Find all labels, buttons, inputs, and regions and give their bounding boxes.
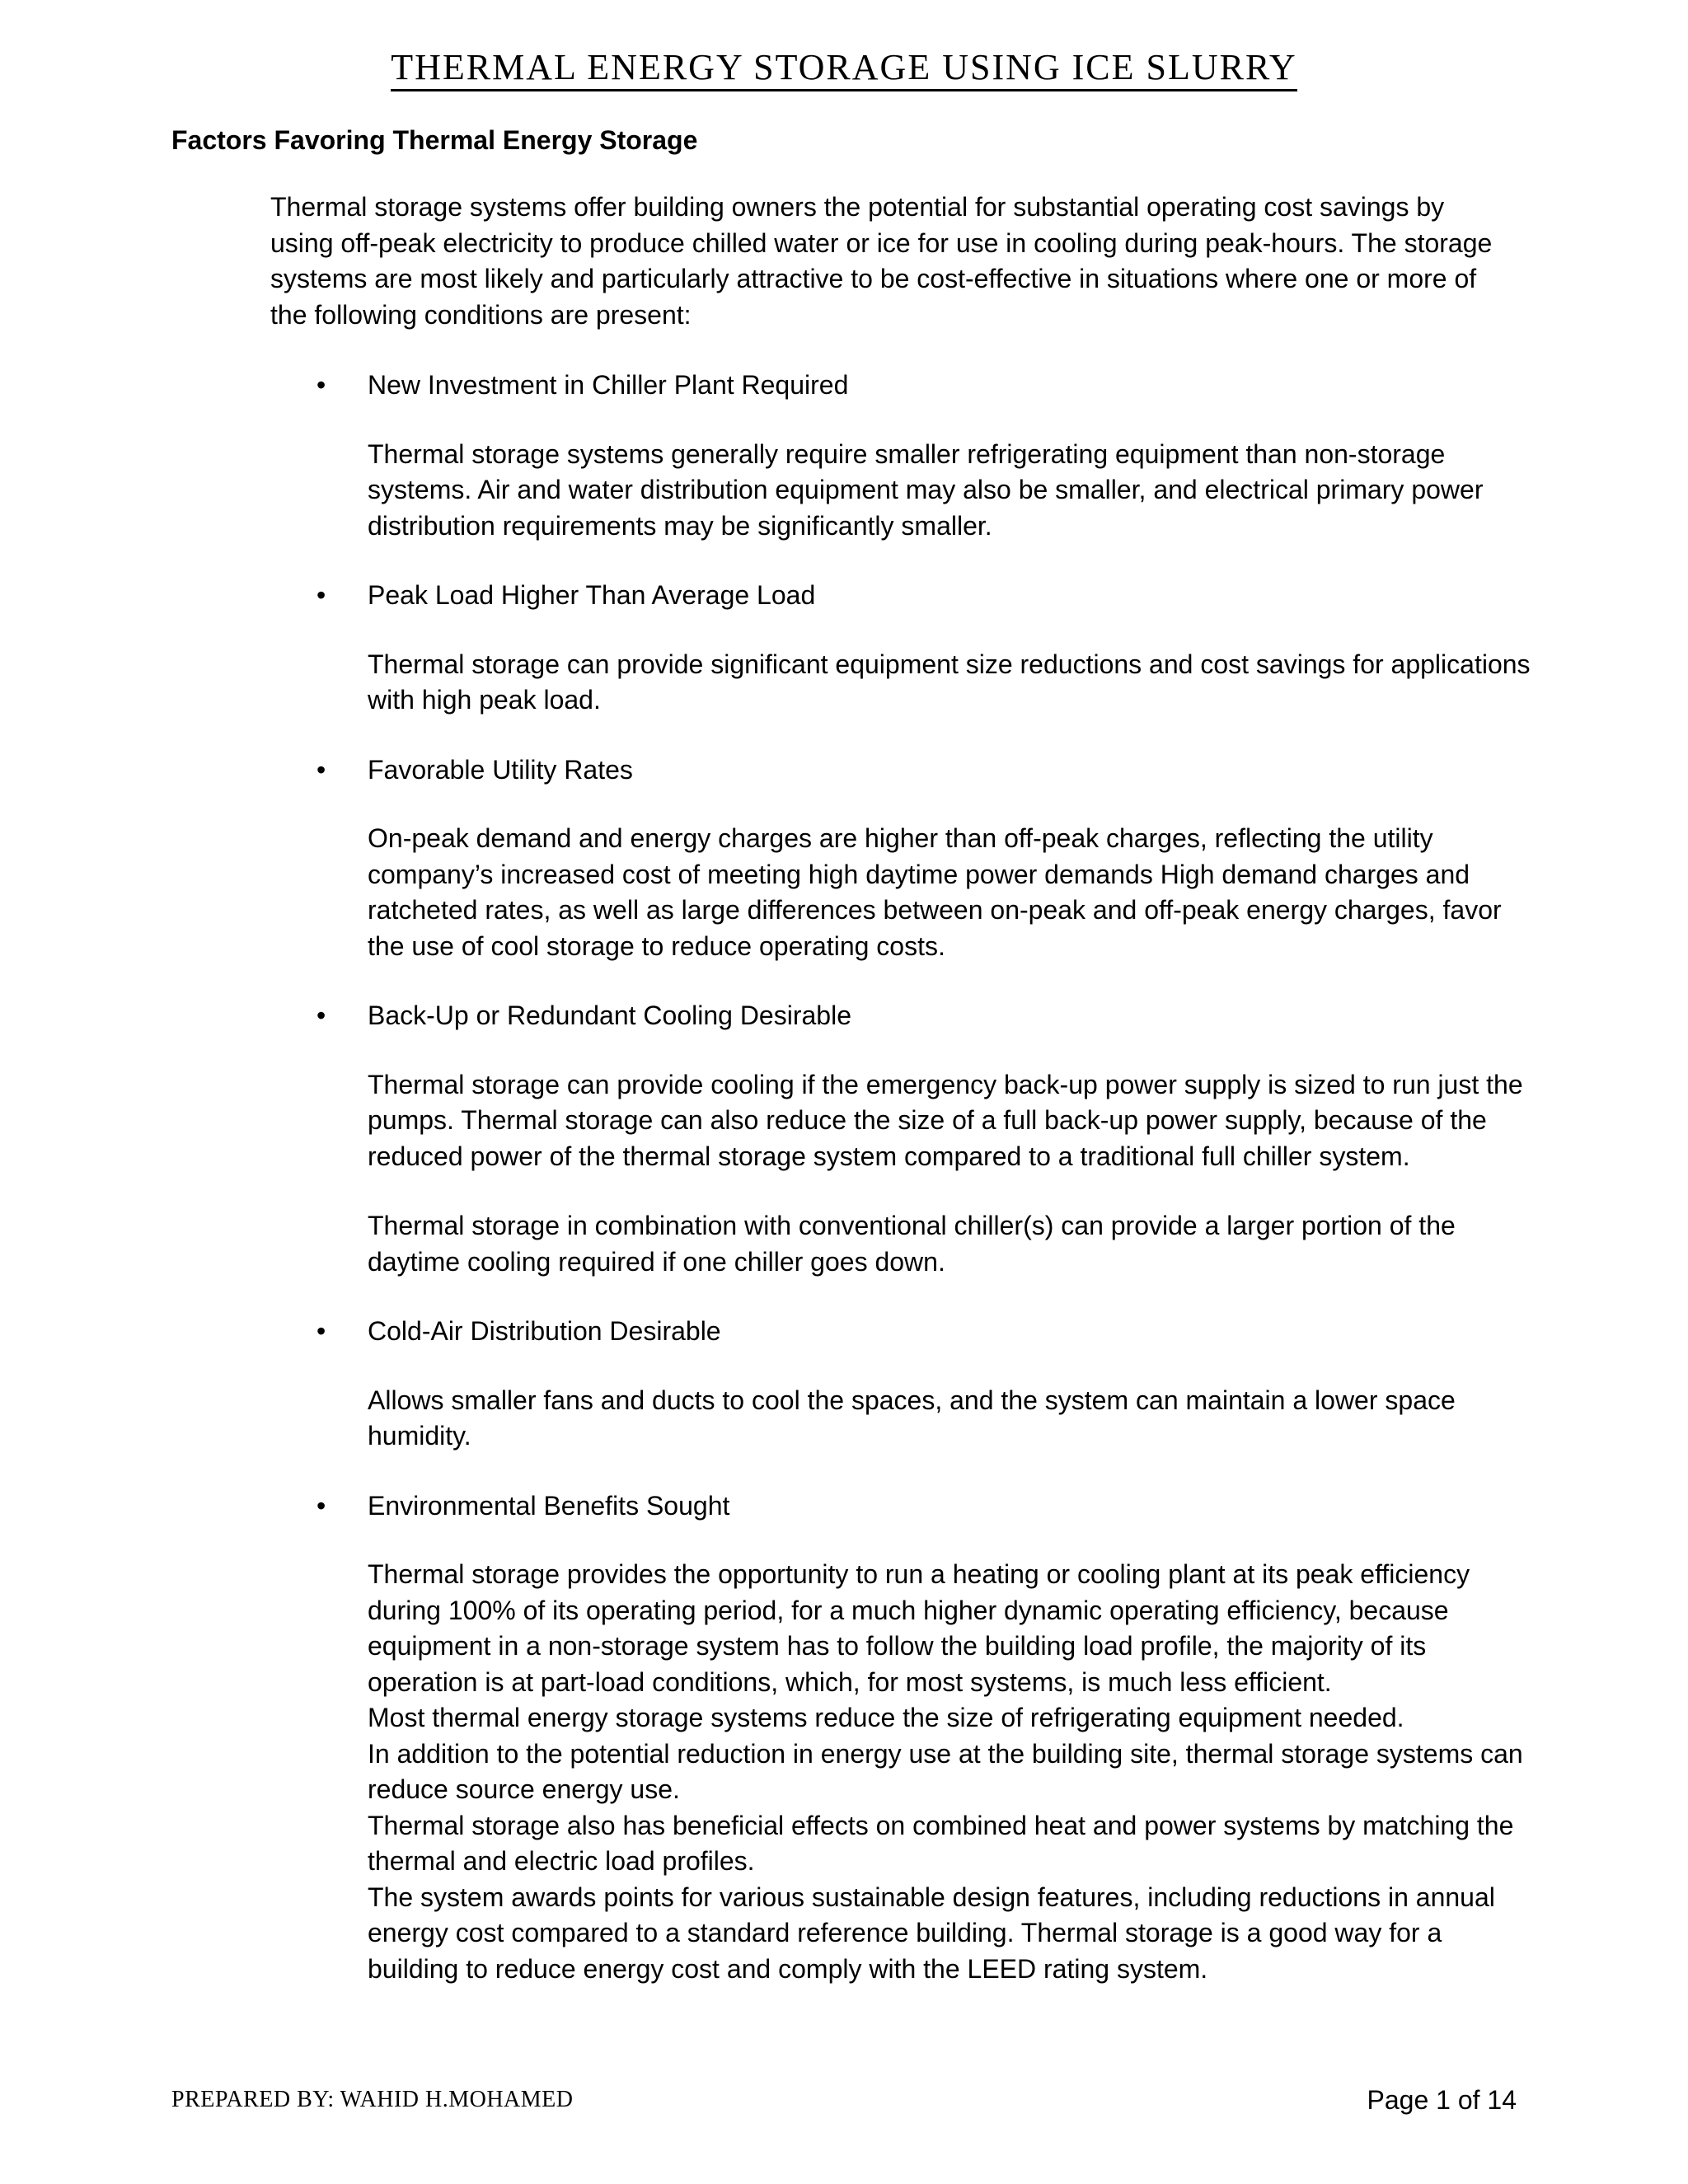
footer-page-number: Page 1 of 14: [1367, 2085, 1517, 2115]
factor-paragraph: Thermal storage also has beneficial effects on combined heat and power systems by matching the thermal and electric load profiles.: [368, 1810, 1514, 1876]
factor-paragraph: On-peak demand and energy charges are higher than off-peak charges, reflecting the utility company’s increased cost of meeting high daytime power demands High demand charges and ratcheted rates, as well as large differences between on-peak and off-peak energy charges, favor the use of cool storage to reduce operating costs.: [368, 823, 1502, 961]
bullet-icon: •: [316, 580, 326, 610]
list-item: [270, 752, 1523, 965]
list-item: [270, 578, 1531, 719]
intro-paragraph: Thermal storage systems offer building owners the potential for substantial operating cost savings by using off-peak electricity to produce chilled water or ice for use in cooling during peak-hours. The storage systems are most likely and particularly attractive to be cost-effective in situations where one or more of the following conditions are present:: [270, 192, 1493, 330]
factor-paragraph: Thermal storage can provide cooling if the emergency back-up power supply is sized to run just the pumps. Thermal storage can also reduce the size of a full back-up power supply, because of the reduced power of the thermal storage system compared to a traditional full chiller system.: [368, 1069, 1523, 1171]
factor-paragraph: The system awards points for various sustainable design features, including reductions in annual energy cost compared to a standard reference building. Thermal storage is a good way for a building to reduce energy cost and comply with the LEED rating system.: [368, 1882, 1495, 1984]
bullet-icon: •: [316, 754, 326, 785]
bullet-icon: •: [316, 370, 326, 400]
factor-title: Back-Up or Redundant Cooling Desirable: [368, 1001, 851, 1030]
factor-title: Cold-Air Distribution Desirable: [368, 1316, 721, 1346]
bullet-icon: •: [316, 1001, 326, 1030]
factor-paragraph: Thermal storage systems generally require smaller refrigerating equipment than non-storage systems. Air and water distribution equipment may also be smaller, and electrical primary power distribution requirements may be significantly smaller.: [368, 438, 1484, 541]
factor-title: Environmental Benefits Sought: [368, 1490, 730, 1521]
footer-prepared-by: PREPARED BY: WAHID H.MOHAMED: [171, 2087, 574, 2112]
factors-list: [270, 368, 1531, 1987]
factor-paragraph: Allows smaller fans and ducts to cool the spaces, and the system can maintain a lower space humidity.: [368, 1385, 1456, 1451]
bullet-icon: •: [316, 1316, 326, 1346]
factor-paragraph: Thermal storage provides the opportunity to run a heating or cooling plant at its peak efficiency during 100% of its operating period, for a much higher dynamic operating efficiency, because equipment in a non-storage system has to follow the building load profile, the majority of its operation is at part-load conditions, which, for most systems, is much less efficient.: [368, 1559, 1470, 1697]
factor-title: Favorable Utility Rates: [368, 754, 633, 785]
factor-title: Peak Load Higher Than Average Load: [368, 580, 816, 610]
document-title-text: THERMAL ENERGY STORAGE USING ICE SLURRY: [391, 47, 1296, 91]
factor-paragraph: Most thermal energy storage systems reduce the size of refrigerating equipment needed.: [368, 1703, 1404, 1732]
list-item: [270, 1488, 1523, 1988]
factor-title: New Investment in Chiller Plant Required: [368, 370, 849, 400]
section-heading: Factors Favoring Thermal Energy Storage: [171, 125, 698, 155]
factor-paragraph: Thermal storage can provide significant equipment size reductions and cost savings for applications with high peak load.: [368, 649, 1531, 715]
list-item: [270, 998, 1523, 1280]
document-title: [0, 46, 1688, 88]
factor-paragraph: Thermal storage in combination with conventional chiller(s) can provide a larger portion of the daytime cooling required if one chiller goes down.: [368, 1211, 1456, 1277]
bullet-icon: •: [316, 1490, 326, 1521]
list-item: [270, 1314, 1523, 1455]
factor-paragraph: In addition to the potential reduction in energy use at the building site, thermal storage systems can reduce source energy use.: [368, 1738, 1523, 1804]
list-item: [270, 368, 1523, 544]
